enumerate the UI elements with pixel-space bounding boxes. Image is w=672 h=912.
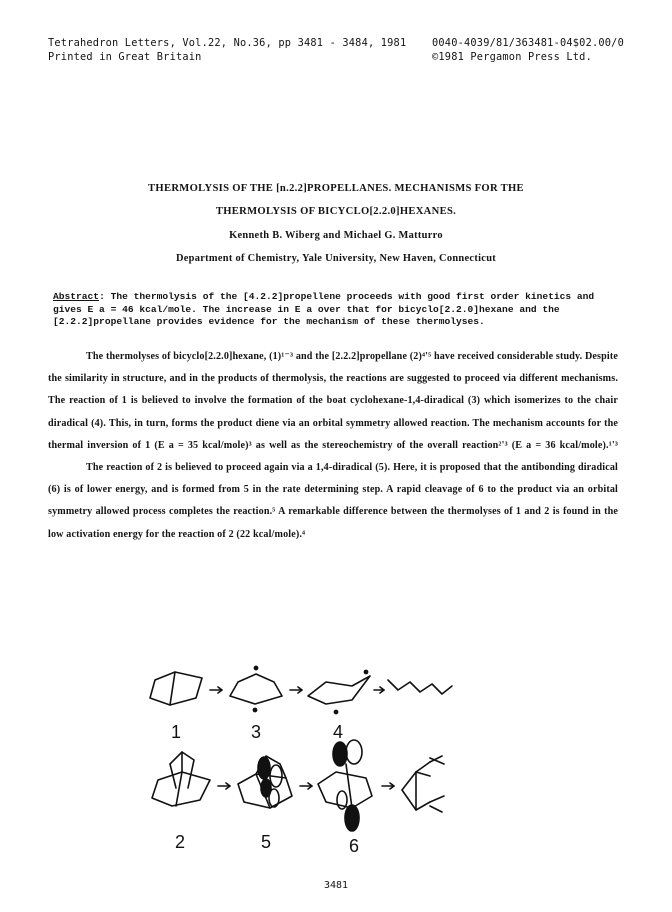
abstract-label: Abstract <box>53 291 100 302</box>
label-compound-6: 6 <box>348 836 360 856</box>
page-number: 3481 <box>323 880 349 891</box>
label-compound-2: 2 <box>174 832 186 852</box>
reaction-arrow <box>218 783 230 789</box>
structure-6-antibonding-diradical <box>318 740 372 831</box>
reaction-arrow <box>374 687 384 693</box>
affiliation: Department of Chemistry, Yale University, New Haven, Connecticut <box>175 253 497 264</box>
structure-5-diradical <box>238 756 292 808</box>
label-compound-5: 5 <box>260 832 272 852</box>
paragraph-2: The reaction of 2 is believed to proceed again via a 1,4-diradical (5). Here, it is proposed that the antibonding diradical (6) is of lower energy, and is formed from 5 in the rate determining step. A rapid cleavage of 6 to the product via an orbital symmetry allowed process completes the reaction.⁵ A remarkable difference between the thermolyses of 1 and 2 is found in the low activation energy for the reaction of 2 (22 kcal/mole).⁴ <box>48 462 618 540</box>
authors: Kenneth B. Wiberg and Michael G. Matturro <box>229 230 443 241</box>
label-compound-1: 1 <box>170 722 182 742</box>
structure-2-propellane <box>152 752 210 806</box>
body-text <box>48 346 618 546</box>
abstract-text: : The thermolysis of the [4.2.2]propellene proceeds with good first order kinetics and gives E a = 46 kcal/mole. The increase in E a over that for bicyclo[2.2.0]hexane and the [2.2.2]propellane provides evidence for the mechanism of these thermolyses. <box>53 291 595 327</box>
structure-1-bicyclohexane <box>150 672 202 705</box>
reaction-arrow <box>210 687 222 693</box>
journal-citation: Tetrahedron Letters, Vol.22, No.36, pp 3481 - 3484, 1981 <box>48 37 407 49</box>
copyright-line: ©1981 Pergamon Press Ltd. <box>432 51 592 63</box>
reaction-arrow <box>290 687 302 693</box>
structure-4-chair-diradical <box>308 670 370 713</box>
paragraph-1: The thermolyses of bicyclo[2.2.0]hexane, (1)¹⁻³ and the [2.2.2]propellane (2)⁴'⁵ have received considerable study. Despite the similarity in structure, and in the products of thermolysis, the reactions are suggested to proceed via different mechanisms. The reaction of 1 is believed to involve the formation of the boat cyclohexane-1,4-diradical (3) which isomerizes to the chair diradical (4). This, in turn, forms the product diene via an orbital symmetry allowed reaction. The mechanism accounts for the thermal inversion of 1 (E a = 35 kcal/mole)³ as well as the stereochemistry of the overall reaction²'³ (E a = 36 kcal/mole).¹'³ <box>48 351 618 451</box>
structure-diene-product <box>388 680 452 694</box>
reaction-arrow <box>300 783 312 789</box>
article-title-line-1: THERMOLYSIS OF THE [n.2.2]PROPELLANES. MECHANISMS FOR THE <box>148 183 524 194</box>
article-title-line-2: THERMOLYSIS OF BICYCLO[2.2.0]HEXANES. <box>215 206 457 217</box>
structure-3-boat-diradical <box>230 666 282 711</box>
label-compound-4: 4 <box>332 722 344 742</box>
abstract <box>53 291 619 329</box>
printed-location: Printed in Great Britain <box>48 51 202 63</box>
structure-diene-product-2 <box>402 756 444 812</box>
reaction-scheme <box>130 660 540 865</box>
reaction-arrow <box>382 783 394 789</box>
label-compound-3: 3 <box>250 722 262 742</box>
article-code: 0040-4039/81/363481-04$02.00/0 <box>432 37 624 49</box>
